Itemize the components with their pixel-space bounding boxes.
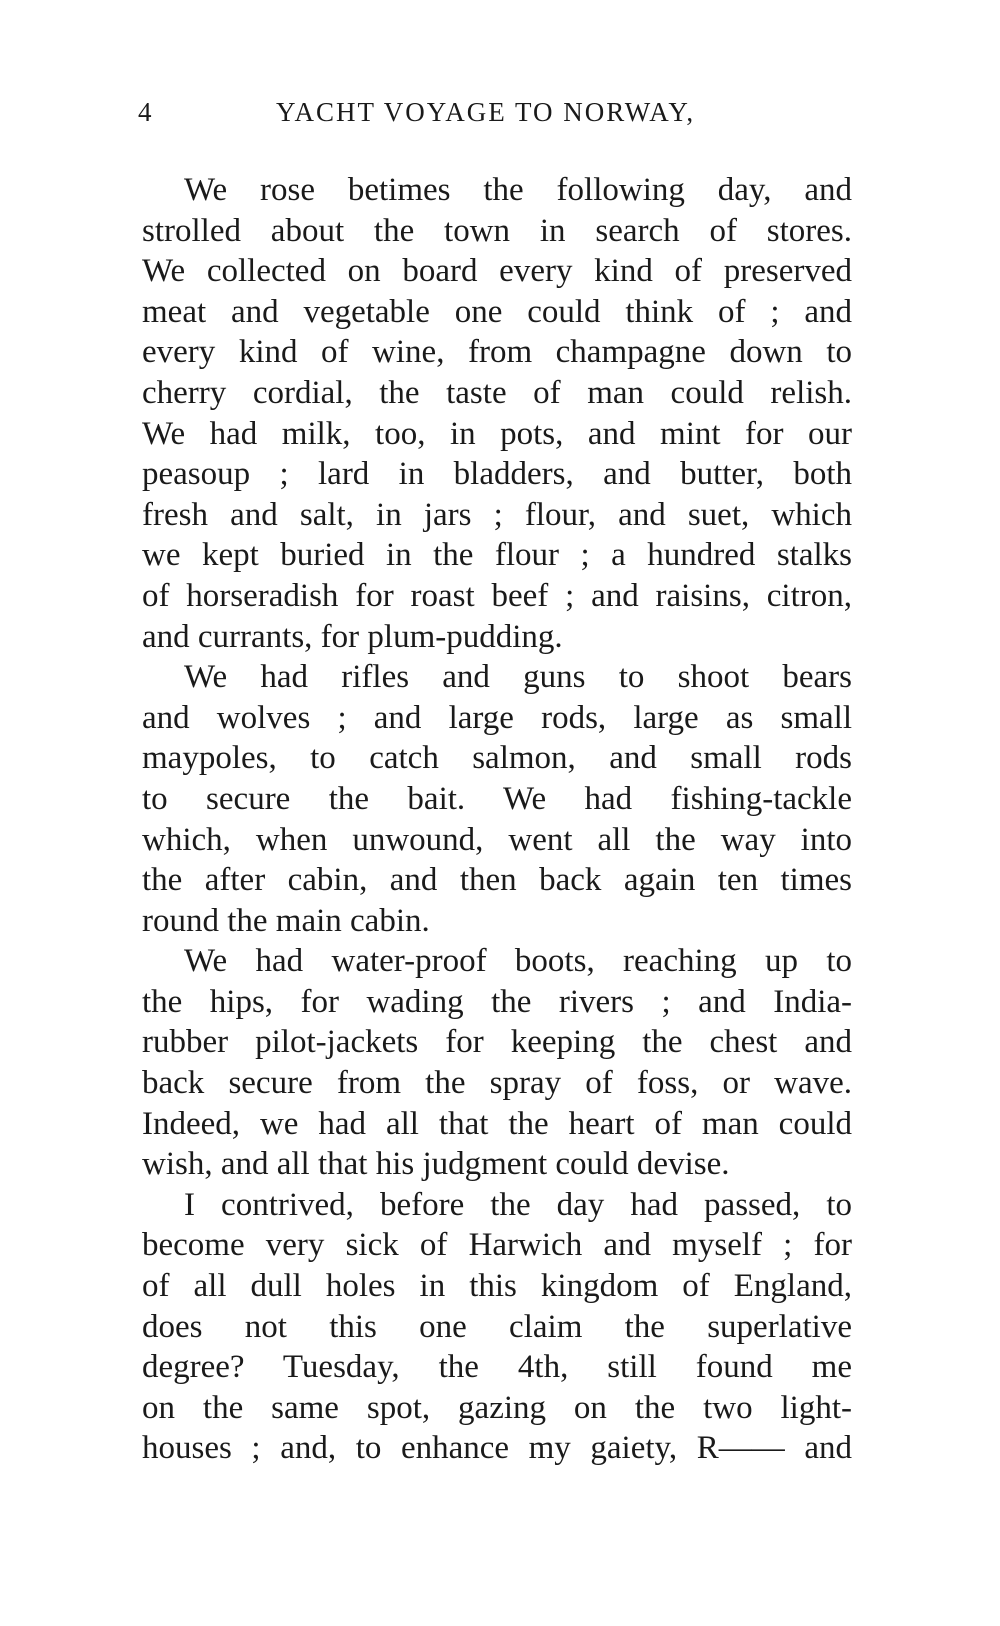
text-line: degree? Tuesday, the 4th, still found me [142,1349,852,1386]
text-line: does not this one claim the superlative [142,1308,852,1345]
text-line: the hips, for wading the rivers ; and India- [142,983,852,1020]
text-line: and currants, for plum-pudding. [142,618,563,655]
text-line: we kept buried in the flour ; a hundred stalks [142,537,852,574]
text-line: the after cabin, and then back again ten times [142,862,852,899]
text-line: to secure the bait. We had fishing-tackle [142,780,852,817]
text-line: We had rifles and guns to shoot bears [184,659,852,696]
text-line: I contrived, before the day had passed, to [184,1186,852,1223]
text-line: become very sick of Harwich and myself ; for [142,1227,852,1264]
paragraph [142,941,852,1185]
text-line: maypoles, to catch salmon, and small rods [142,740,852,777]
text-line: every kind of wine, from champagne down to [142,334,852,371]
text-line: Indeed, we had all that the heart of man could [142,1105,852,1142]
text-line: on the same spot, gazing on the two light- [142,1389,852,1426]
text-line: rubber pilot-jackets for keeping the chest and [142,1024,852,1061]
text-line: We had water-proof boots, reaching up to [184,943,852,980]
text-line: back secure from the spray of foss, or wave. [142,1065,852,1102]
text-line: strolled about the town in search of stores. [142,212,852,249]
paragraph [142,1185,852,1469]
text-line: We had milk, too, in pots, and mint for our [142,415,852,452]
text-line: of all dull holes in this kingdom of England, [142,1268,852,1305]
text-line: fresh and salt, in jars ; flour, and suet, which [142,496,852,533]
text-line: We rose betimes the following day, and [184,172,852,208]
body-text [142,170,852,1469]
text-line: which, when unwound, went all the way into [142,821,852,858]
running-title: YACHT VOYAGE TO NORWAY, [276,97,696,127]
paragraph [142,170,852,657]
text-line: We collected on board every kind of preserved [142,253,852,290]
text-line: round the main cabin. [142,902,430,939]
text-line: and wolves ; and large rods, large as small [142,699,852,736]
text-line: of horseradish for roast beef ; and raisins, citron, [142,577,852,614]
text-line: meat and vegetable one could think of ; and [142,293,852,330]
text-line: cherry cordial, the taste of man could relish. [142,374,852,411]
text-line: peasoup ; lard in bladders, and butter, both [142,456,852,493]
page-number: 4 [138,97,152,127]
text-line: wish, and all that his judgment could devise. [142,1146,730,1183]
paragraph [142,657,852,941]
text-line: houses ; and, to enhance my gaiety, R—— and [142,1430,852,1467]
running-header [138,92,878,132]
